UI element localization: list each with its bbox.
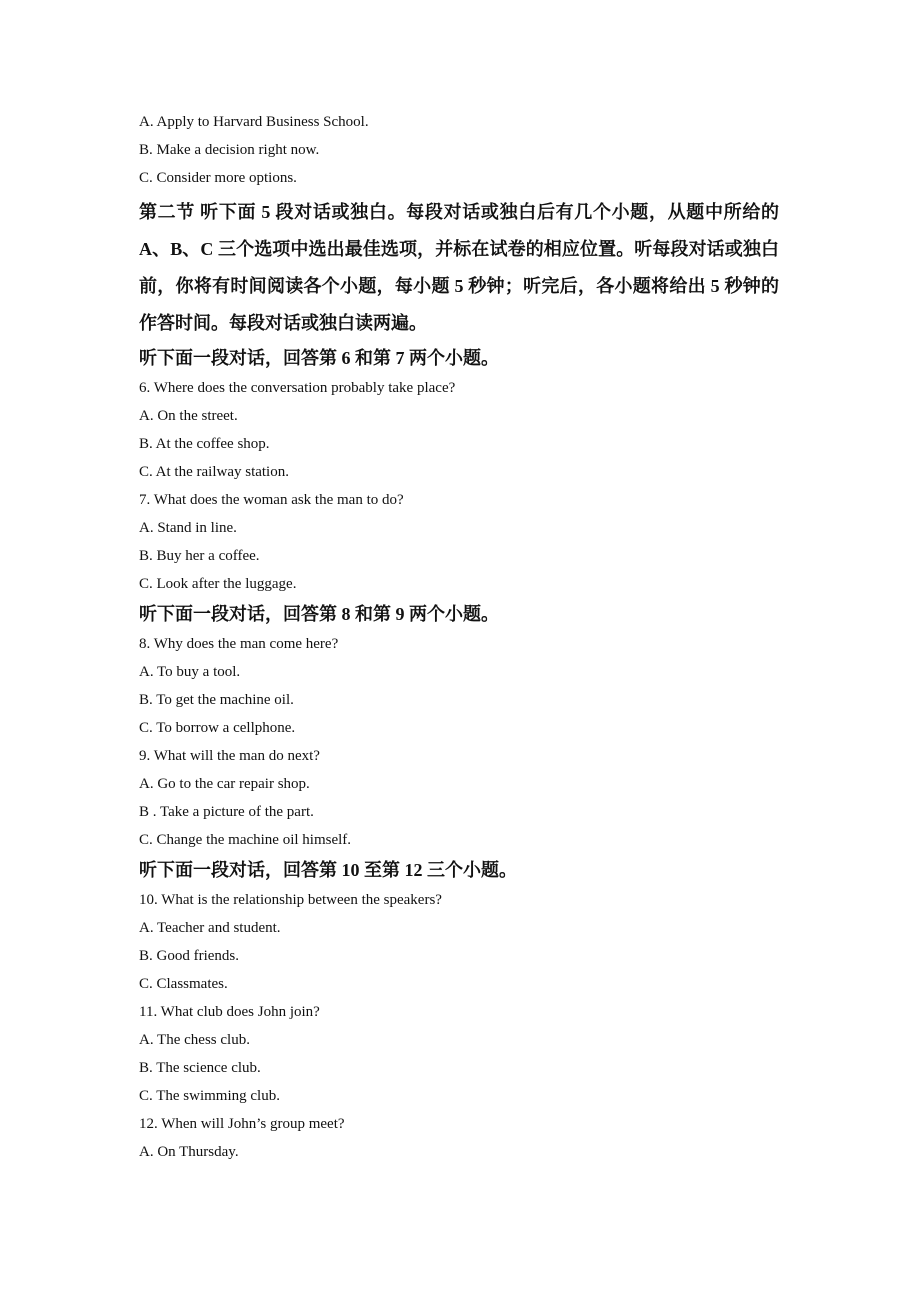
option-a-q11: A. The chess club.	[139, 1032, 250, 1048]
question-8: 8. Why does the man come here?	[139, 636, 339, 652]
option-c-q5: C. Consider more options.	[139, 170, 297, 186]
option-c-q11: C. The swimming club.	[139, 1088, 280, 1104]
option-a-q10: A. Teacher and student.	[139, 920, 281, 936]
question-7: 7. What does the woman ask the man to do?	[139, 492, 404, 508]
option-b-q8: B. To get the machine oil.	[139, 692, 294, 708]
group-heading-q8-9: 听下面一段对话，回答第 8 和第 9 两个小题。	[139, 604, 499, 624]
option-c-q10: C. Classmates.	[139, 976, 228, 992]
option-a-q5: A. Apply to Harvard Business School.	[139, 114, 369, 130]
question-12: 12. When will John’s group meet?	[139, 1116, 345, 1132]
group-heading-q6-7: 听下面一段对话，回答第 6 和第 7 两个小题。	[139, 348, 499, 368]
option-a-q7: A. Stand in line.	[139, 520, 237, 536]
question-9: 9. What will the man do next?	[139, 748, 320, 764]
option-c-q9: C. Change the machine oil himself.	[139, 832, 352, 848]
document-page	[139, 108, 789, 1166]
group-heading-q10-12: 听下面一段对话，回答第 10 至第 12 三个小题。	[139, 860, 517, 880]
option-c-q6: C. At the railway station.	[139, 464, 289, 480]
option-a-q6: A. On the street.	[139, 408, 238, 424]
option-b-q10: B. Good friends.	[139, 948, 239, 964]
question-11: 11. What club does John join?	[139, 1004, 320, 1020]
option-b-q9: B . Take a picture of the part.	[139, 804, 314, 820]
question-6: 6. Where does the conversation probably take place?	[139, 380, 456, 396]
question-10: 10. What is the relationship between the speakers?	[139, 892, 442, 908]
option-b-q11: B. The science club.	[139, 1060, 261, 1076]
option-b-q7: B. Buy her a coffee.	[139, 548, 260, 564]
option-a-q8: A. To buy a tool.	[139, 664, 241, 680]
option-c-q8: C. To borrow a cellphone.	[139, 720, 296, 736]
option-a-q9: A. Go to the car repair shop.	[139, 776, 310, 792]
section-two-instructions: 第二节 听下面 5 段对话或独白。每段对话或独白后有几个小题，从题中所给的 A、B、C 三个选项中选出最佳选项，并标在试卷的相应位置。听每段对话或独白前，你将有时间阅读各个小题，每小题 5 秒钟；听完后，各小题将给出 5 秒钟的作答时间。每段对话或独白读两遍。	[139, 202, 779, 333]
option-a-q12: A. On Thursday.	[139, 1144, 239, 1160]
option-b-q6: B. At the coffee shop.	[139, 436, 270, 452]
option-b-q5: B. Make a decision right now.	[139, 142, 320, 158]
option-c-q7: C. Look after the luggage.	[139, 576, 297, 592]
